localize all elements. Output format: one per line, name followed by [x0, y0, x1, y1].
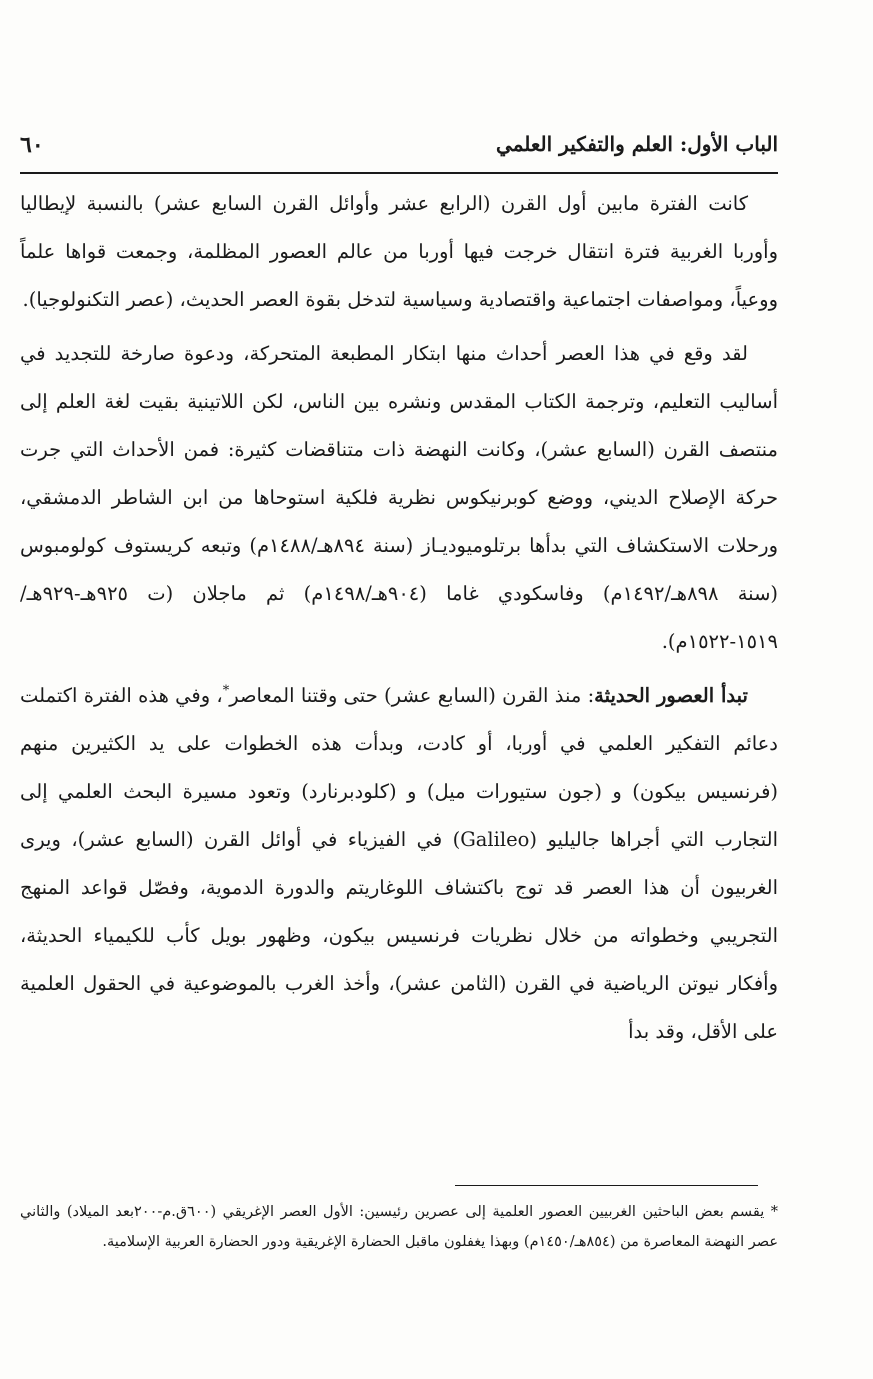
- paragraph-1: كانت الفترة مابين أول القرن (الرابع عشر وأوائل القرن السابع عشر) بالنسبة لإيطاليا وأوربا الغربية فترة انتقال خرجت فيها أوربا من عالم العصور المظلمة، وجمعت قواها علماً ووعياً، ومواصفات اجتماعية واقتصادية وسياسية لتدخل بقوة العصر الحديث، (عصر التكنولوجيا).: [20, 192, 778, 311]
- footnote-separator: [455, 1185, 758, 1186]
- footnote: * يقسم بعض الباحثين الغربيين العصور العلمية إلى عصرين رئيسين: الأول العصر الإغريقي (٦٠٠ق.م-٢٠٠بعد الميلاد) والثاني عصر النهضة المعاصرة من (٨٥٤هـ/١٤٥٠م) وبهذا يغفلون ماقبل الحضارة الإغريقية ودور الحضارة العربية الإسلامية.: [20, 1204, 778, 1250]
- paragraph-3: [20, 672, 778, 1056]
- paragraph-2: لقد وقع في هذا العصر أحداث منها ابتكار المطبعة المتحركة، ودعوة صارخة للتجديد في أساليب التعليم، وترجمة الكتاب المقدس ونشره بين الناس، لكن اللاتينية بقيت لغة العلم إلى منتصف القرن (السابع عشر)، وكانت النهضة ذات متناقضات كثيرة: فمن الأحداث التي جرت حركة الإصلاح الديني، ووضع كوبرنيكوس نظرية فلكية استوحاها من ابن الشاطر الدمشقي، ورحلات الاستكشاف التي بدأها برتلوميوديـاز (سنة ٨٩٤هـ/١٤٨٨م) وتبعه كريستوف كولومبوس (سنة ٨٩٨هـ/١٤٩٢م) وفاسكودي غاما (٩٠٤هـ/١٤٩٨م) ثم ماجلان (ت ٩٢٥هـ-٩٢٩هـ/١٥١٩-١٥٢٢م).: [20, 342, 779, 653]
- paragraph-3-part-a: : منذ القرن (السابع عشر) حتى وقتنا المعاصر: [229, 684, 595, 707]
- footnote-reference-mark: *: [222, 683, 230, 699]
- running-title: الباب الأول: العلم والتفكير العلمي: [496, 132, 778, 156]
- body-text: [20, 180, 778, 1062]
- page-number: ٦٠: [20, 132, 44, 158]
- page-header: [20, 128, 778, 174]
- bold-term-modern-ages: تبدأ العصور الحديثة: [594, 684, 748, 707]
- paragraph-3-part-b: ، وفي هذه الفترة اكتملت دعائم التفكير العلمي في أوربا، أو كادت، وبدأت هذه الخطوات على يد الكثيرين منهم (فرنسيس بيكون) و (جون ستيورات ميل) و (كلودبرنارد) وتعود مسيرة البحث العلمي إلى التجارب التي أجراها جاليليو (Galileo) في الفيزياء في أوائل القرن (السابع عشر)، ويرى الغربيون أن هذا العصر قد توج باكتشاف اللوغاريتم والدورة الدموية، وفصّل قواعد المنهج التجريبي وخطواته من خلال نظريات فرنسيس بيكون، وظهور بويل كأب للكيمياء الحديثة، وأفكار نيوتن الرياضية في القرن (الثامن عشر)، وأخذ الغرب بالموضوعية في الحقول العلمية على الأقل، وقد بدأ: [20, 684, 778, 1043]
